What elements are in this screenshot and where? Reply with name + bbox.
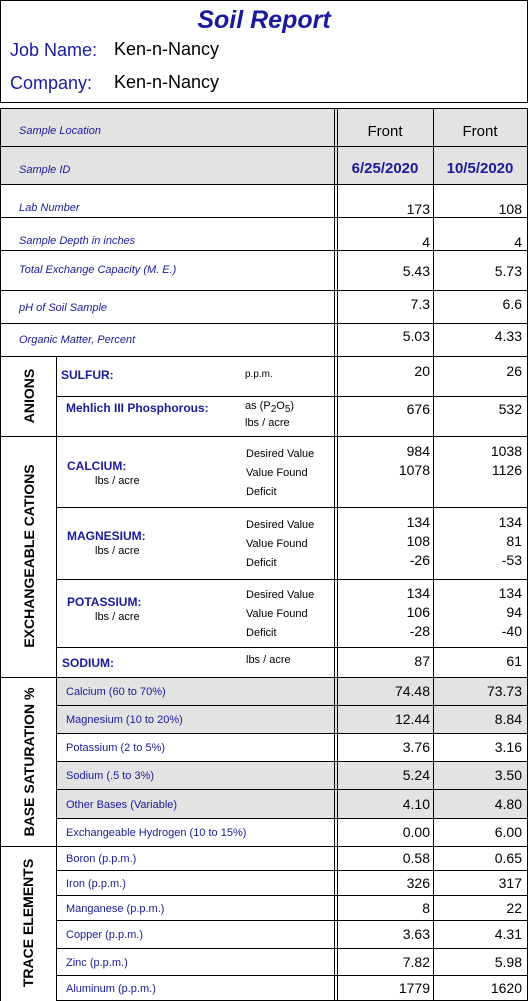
base-saturation-section-label: BASE SATURATION %: [21, 687, 37, 837]
calcium-desired-label: Desired Value: [246, 448, 315, 460]
sodium-2: 61: [506, 653, 522, 669]
calcium-desired-1: 984: [406, 443, 430, 459]
soil-table: [0, 108, 528, 1001]
calcium-label: CALCIUM:: [67, 459, 127, 473]
table-row: [57, 921, 527, 949]
sample-id-label: Sample ID: [19, 164, 71, 176]
calcium-unit: lbs / acre: [95, 475, 140, 487]
magnesium-label: MAGNESIUM:: [67, 529, 146, 543]
base-saturation-side: [1, 678, 57, 847]
row-value-1: 3.63: [402, 926, 430, 942]
potassium-label: POTASSIUM:: [67, 595, 142, 609]
row-value-1: 0.00: [402, 824, 430, 840]
tec-1: 5.43: [402, 263, 430, 279]
magnesium-desired-1: 134: [406, 514, 430, 530]
row-value-2: 6.00: [494, 824, 522, 840]
row-value-2: 4.31: [494, 926, 522, 942]
potassium-deficit-1: -28: [409, 623, 430, 639]
col-sep-a: [334, 109, 335, 1001]
potassium-found-1: 106: [406, 604, 430, 620]
location-2: Front: [462, 123, 498, 140]
row-value-1: 0.58: [402, 850, 430, 866]
sulfur-2: 26: [506, 363, 522, 379]
potassium-deficit-label: Deficit: [246, 627, 277, 639]
magnesium-desired-2: 134: [498, 514, 522, 530]
calcium-deficit-label: Deficit: [246, 486, 277, 498]
sulfur-unit: p.p.m.: [245, 369, 273, 380]
row-value-2: 0.65: [494, 850, 522, 866]
company-label: Company:: [10, 73, 93, 93]
row-label: Exchangeable Hydrogen (10 to 15%): [66, 827, 247, 839]
potassium-deficit-2: -40: [501, 623, 522, 639]
row-value-2: 4.80: [494, 796, 522, 812]
table-row: [57, 762, 527, 790]
row-value-2: 1620: [490, 980, 522, 996]
sample-id-2: 10/5/2020: [446, 160, 514, 177]
table-row: [57, 871, 527, 896]
row-label: Potassium (2 to 5%): [66, 742, 166, 754]
tec-2: 5.73: [494, 263, 522, 279]
potassium-found-label: Value Found: [246, 608, 308, 620]
sample-location-label: Sample Location: [19, 125, 101, 137]
col-sep-c: [433, 109, 434, 1001]
calcium-desired-2: 1038: [490, 443, 522, 459]
potassium-divider: [57, 647, 527, 648]
trace-side: [1, 847, 57, 1001]
job-name-value: Ken-n-Nancy: [114, 39, 220, 59]
table-row: [57, 706, 527, 734]
lab-number-1: 173: [406, 201, 430, 217]
ph-label: pH of Soil Sample: [19, 302, 108, 314]
lab-number-2: 108: [498, 201, 522, 217]
magnesium-deficit-label: Deficit: [246, 557, 277, 569]
om-label: Organic Matter, Percent: [19, 334, 136, 346]
row-label: Aluminum (p.p.m.): [66, 983, 156, 995]
cations-section-label: EXCHANGEABLE CATIONS: [21, 464, 37, 648]
sulfur-label: SULFUR:: [61, 368, 114, 382]
sample-id-1: 6/25/2020: [351, 160, 419, 177]
row-label: Zinc (p.p.m.): [66, 957, 128, 969]
trace-section-label: TRACE ELEMENTS: [20, 858, 36, 988]
ph-1: 7.3: [410, 296, 430, 312]
table-row: [57, 819, 527, 847]
potassium-unit: lbs / acre: [95, 611, 140, 623]
om-1: 5.03: [402, 328, 430, 344]
report-header: [0, 0, 528, 103]
sulfur-1: 20: [414, 363, 430, 379]
row-label: Sodium (.5 to 3%): [66, 770, 155, 782]
ph-2: 6.6: [502, 296, 522, 312]
lab-number-label: Lab Number: [19, 202, 80, 214]
row-value-1: 4.10: [402, 796, 430, 812]
magnesium-found-label: Value Found: [246, 538, 308, 550]
job-name-label: Job Name:: [10, 40, 98, 60]
table-row: [57, 734, 527, 762]
row-value-2: 317: [498, 875, 522, 891]
depth-label: Sample Depth in inches: [19, 235, 136, 247]
magnesium-found-2: 81: [506, 533, 522, 549]
potassium-desired-2: 134: [498, 585, 522, 601]
row-value-1: 7.82: [402, 954, 430, 970]
depth-2: 4: [514, 234, 522, 250]
row-value-2: 8.84: [494, 711, 522, 727]
row-value-1: 8: [422, 900, 430, 916]
potassium-desired-1: 134: [406, 585, 430, 601]
row-value-1: 5.24: [402, 767, 430, 783]
table-row: [57, 847, 527, 871]
row-value-1: 3.76: [402, 739, 430, 755]
potassium-desired-label: Desired Value: [246, 589, 315, 601]
potassium-found-2: 94: [506, 604, 522, 620]
tec-label: Total Exchange Capacity (M. E.): [19, 264, 177, 276]
anions-section-label: ANIONS: [21, 368, 37, 424]
row-value-2: 3.50: [494, 767, 522, 783]
row-label: Iron (p.p.m.): [66, 878, 126, 890]
phos-unit: as $(P_2O_5)$: [245, 400, 295, 416]
phos-2: 532: [498, 401, 522, 417]
row-value-2: 22: [506, 900, 522, 916]
calcium-found-label: Value Found: [246, 467, 308, 479]
table-row: [57, 976, 527, 1001]
table-row: [57, 790, 527, 819]
row-value-1: 74.48: [394, 683, 430, 699]
company-value: Ken-n-Nancy: [114, 72, 220, 92]
phos-label: Mehlich III Phosphorous:: [66, 401, 209, 415]
cations-side: [1, 437, 57, 678]
om-2: 4.33: [494, 328, 522, 344]
row-value-1: 1779: [398, 980, 430, 996]
row-label: Calcium (60 to 70%): [66, 686, 166, 698]
magnesium-desired-label: Desired Value: [246, 519, 315, 531]
calcium-found-2: 1126: [491, 462, 522, 478]
depth-1: 4: [422, 234, 430, 250]
magnesium-deficit-1: -26: [409, 552, 430, 568]
row-value-2: 5.98: [494, 954, 522, 970]
magnesium-unit: lbs / acre: [95, 545, 140, 557]
row-value-2: 3.16: [494, 739, 522, 755]
row-value-2: 73.73: [486, 683, 522, 699]
table-row: [57, 949, 527, 976]
calcium-found-1: 1078: [398, 462, 430, 478]
magnesium-deficit-2: -53: [501, 552, 522, 568]
sodium-label: SODIUM:: [62, 656, 114, 670]
phos-1: 676: [406, 401, 430, 417]
anions-side: [1, 357, 57, 437]
row-label: Copper (p.p.m.): [66, 929, 144, 941]
row-label: Manganese (p.p.m.): [66, 903, 165, 915]
sodium-1: 87: [414, 653, 430, 669]
sodium-unit: lbs / acre: [246, 654, 291, 666]
row-label: Boron (p.p.m.): [66, 853, 137, 865]
magnesium-divider: [57, 579, 527, 580]
magnesium-found-1: 108: [406, 533, 430, 549]
report-title: Soil Report: [197, 6, 331, 34]
row-value-1: 12.44: [394, 711, 430, 727]
row-label: Magnesium (10 to 20%): [66, 714, 183, 726]
table-row: [57, 896, 527, 921]
table-row: [57, 678, 527, 706]
row-value-1: 326: [406, 875, 430, 891]
col-sep-b: [337, 109, 338, 1001]
phos-unit-lbs: lbs / acre: [245, 417, 290, 429]
row-label: Other Bases (Variable): [66, 799, 178, 811]
calcium-divider: [57, 507, 527, 508]
location-1: Front: [367, 123, 403, 140]
